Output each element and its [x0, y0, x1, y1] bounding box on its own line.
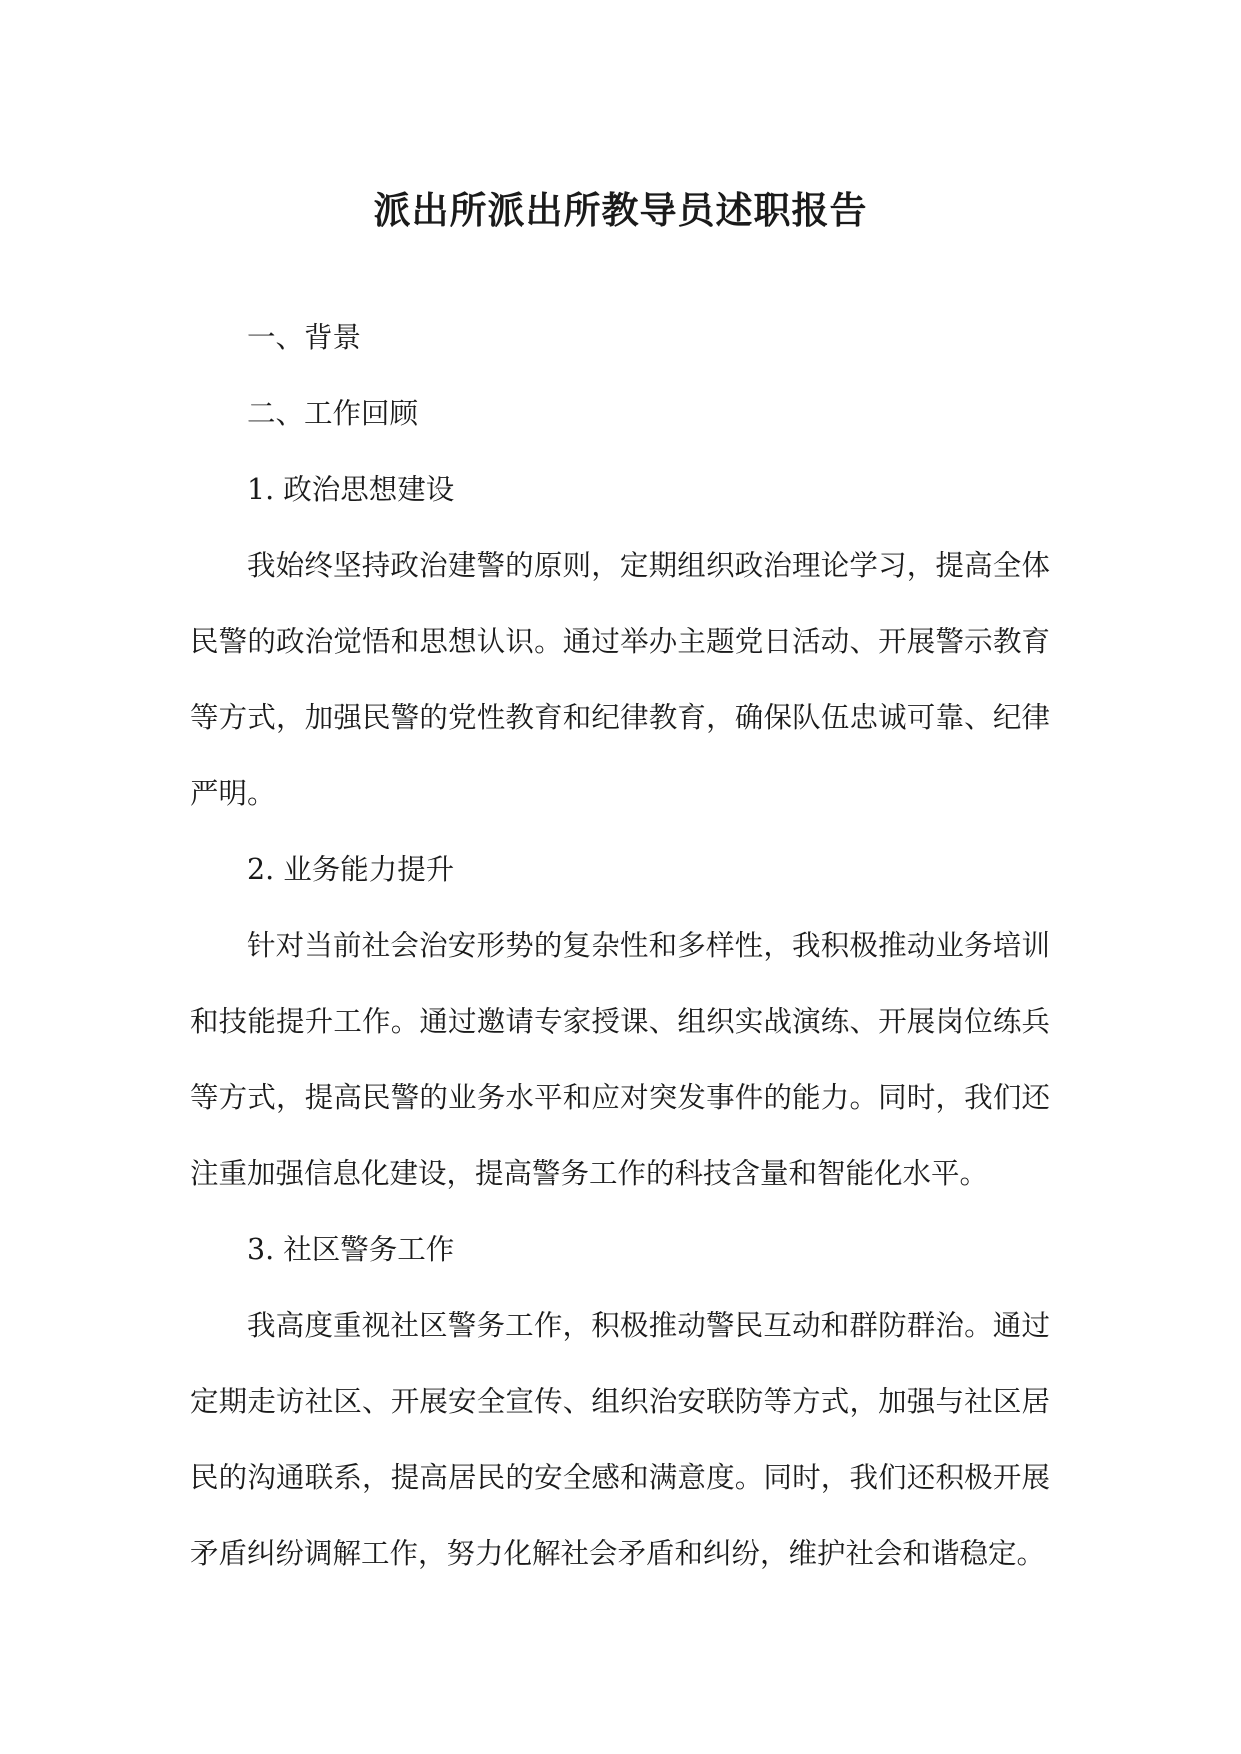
- document-body: [190, 300, 1050, 1592]
- section-heading-background: 一、背景: [247, 321, 362, 354]
- paragraph-political: 我始终坚持政治建警的原则，定期组织政治理论学习，提高全体民警的政治觉悟和思想认识。通过举办主题党日活动、开展警示教育等方式，加强民警的党性教育和纪律教育，确保队伍忠诚可靠、纪律严明。: [190, 549, 1050, 810]
- document-title: 派出所派出所教导员述职报告: [373, 188, 868, 232]
- paragraph-business: 针对当前社会治安形势的复杂性和多样性，我积极推动业务培训和技能提升工作。通过邀请专家授课、组织实战演练、开展岗位练兵等方式，提高民警的业务水平和应对突发事件的能力。同时，我们还注重加强信息化建设，提高警务工作的科技含量和智能化水平。: [190, 929, 1050, 1190]
- subsection-heading-political: 1. 政治思想建设: [247, 473, 455, 506]
- subsection-heading-community: 3. 社区警务工作: [247, 1233, 455, 1266]
- subsection-heading-business: 2. 业务能力提升: [247, 853, 455, 886]
- section-heading-work-review: 二、工作回顾: [247, 397, 419, 430]
- paragraph-community: 我高度重视社区警务工作，积极推动警民互动和群防群治。通过定期走访社区、开展安全宣传、组织治安联防等方式，加强与社区居民的沟通联系，提高居民的安全感和满意度。同时，我们还积极开展矛盾纠纷调解工作，努力化解社会矛盾和纠纷，维护社会和谐稳定。: [190, 1309, 1050, 1570]
